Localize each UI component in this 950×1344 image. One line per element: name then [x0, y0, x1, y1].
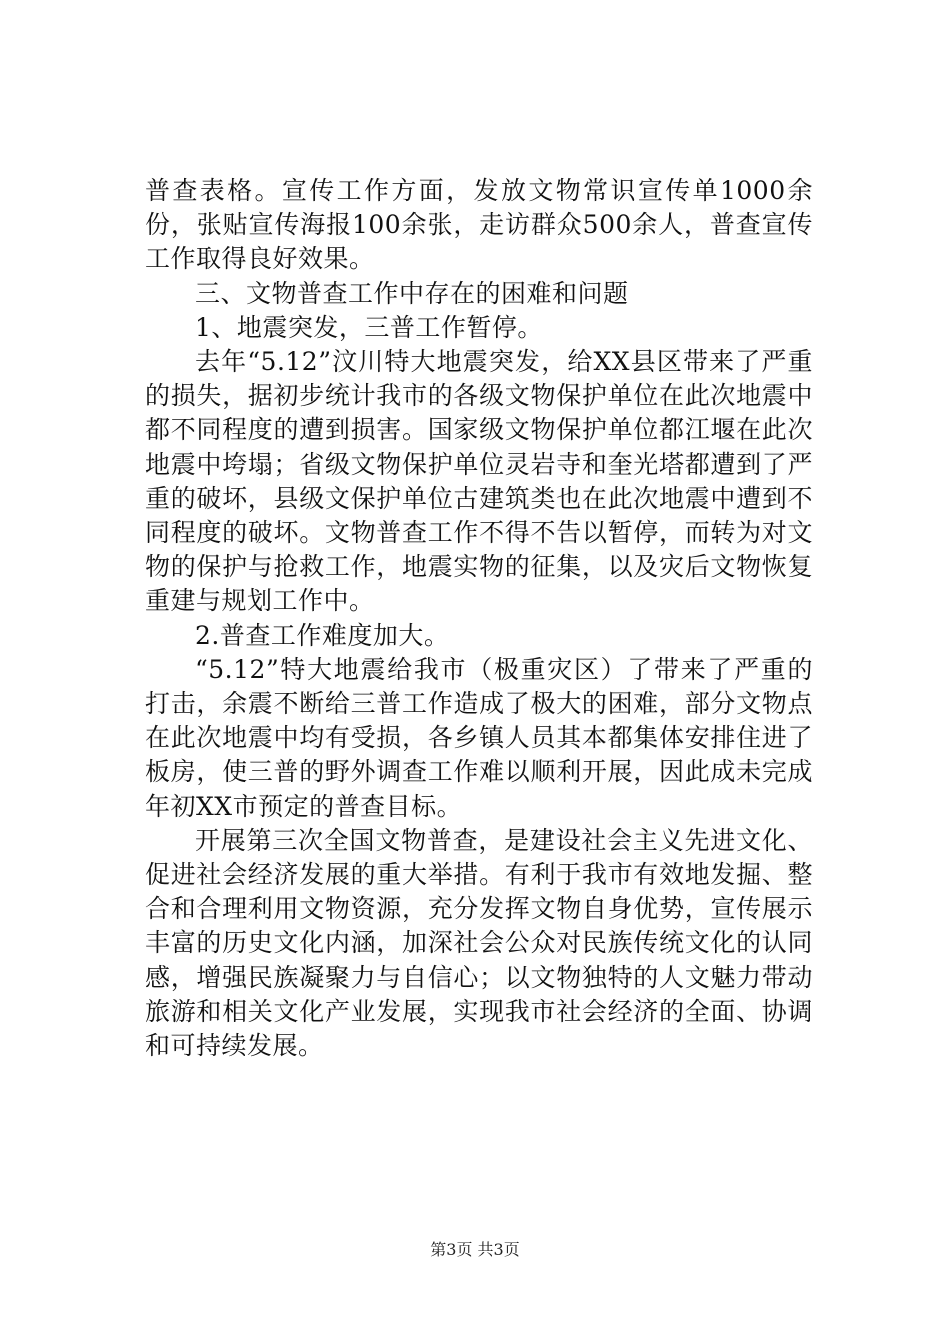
subheading-earthquake: 1、地震突发，三普工作暂停。 [195, 312, 543, 342]
document-body [145, 174, 813, 1063]
paragraph-conclusion: 开展第三次全国文物普查，是建设社会主义先进文化、促进社会经济发展的重大举措。有利于我市有效地发掘、整合和合理利用文物资源，充分发挥文物自身优势，宣传展示丰富的历史文化内涵，加深社会公众对民族传统文化的认同感，增强民族凝聚力与自信心；以文物独特的人文魅力带动旅游和相关文化产业发展，实现我市社会经济的全面、协调和可持续发展。 [145, 825, 813, 1061]
section-heading-difficulties: 三、文物普查工作中存在的困难和问题 [195, 278, 629, 308]
paragraph-earthquake-damage: 去年“5.12”汶川特大地震突发，给XX县区带来了严重的损失，据初步统计我市的各级文物保护单位在此次地震中都不同程度的遭到损害。国家级文物保护单位都江堰在此次地震中垮塌；省级文物保护单位灵岩寺和奎光塔都遭到了严重的破坏，县级文保护单位古建筑类也在此次地震中遭到不同程度的破坏。文物普查工作不得不告以暂停，而转为对文物的保护与抢救工作，地震实物的征集，以及灾后文物恢复重建与规划工作中。 [145, 347, 813, 616]
paragraph-continuation: 普查表格。宣传工作方面，发放文物常识宣传单1000余份，张贴宣传海报100余张，走访群众500余人，普查宣传工作取得良好效果。 [145, 176, 813, 274]
page-footer: 第3页 共3页 [430, 1240, 520, 1259]
subheading-difficulty-increased: 2.普查工作难度加大。 [195, 620, 450, 650]
paragraph-aftershocks: “5.12”特大地震给我市（极重灾区）了带来了严重的打击，余震不断给三普工作造成了极大的困难，部分文物点在此次地震中均有受损，各乡镇人员其本都集体安排住进了板房，使三普的野外调查工作难以顺利开展，因此成未完成年初XX市预定的普查目标。 [145, 654, 813, 821]
